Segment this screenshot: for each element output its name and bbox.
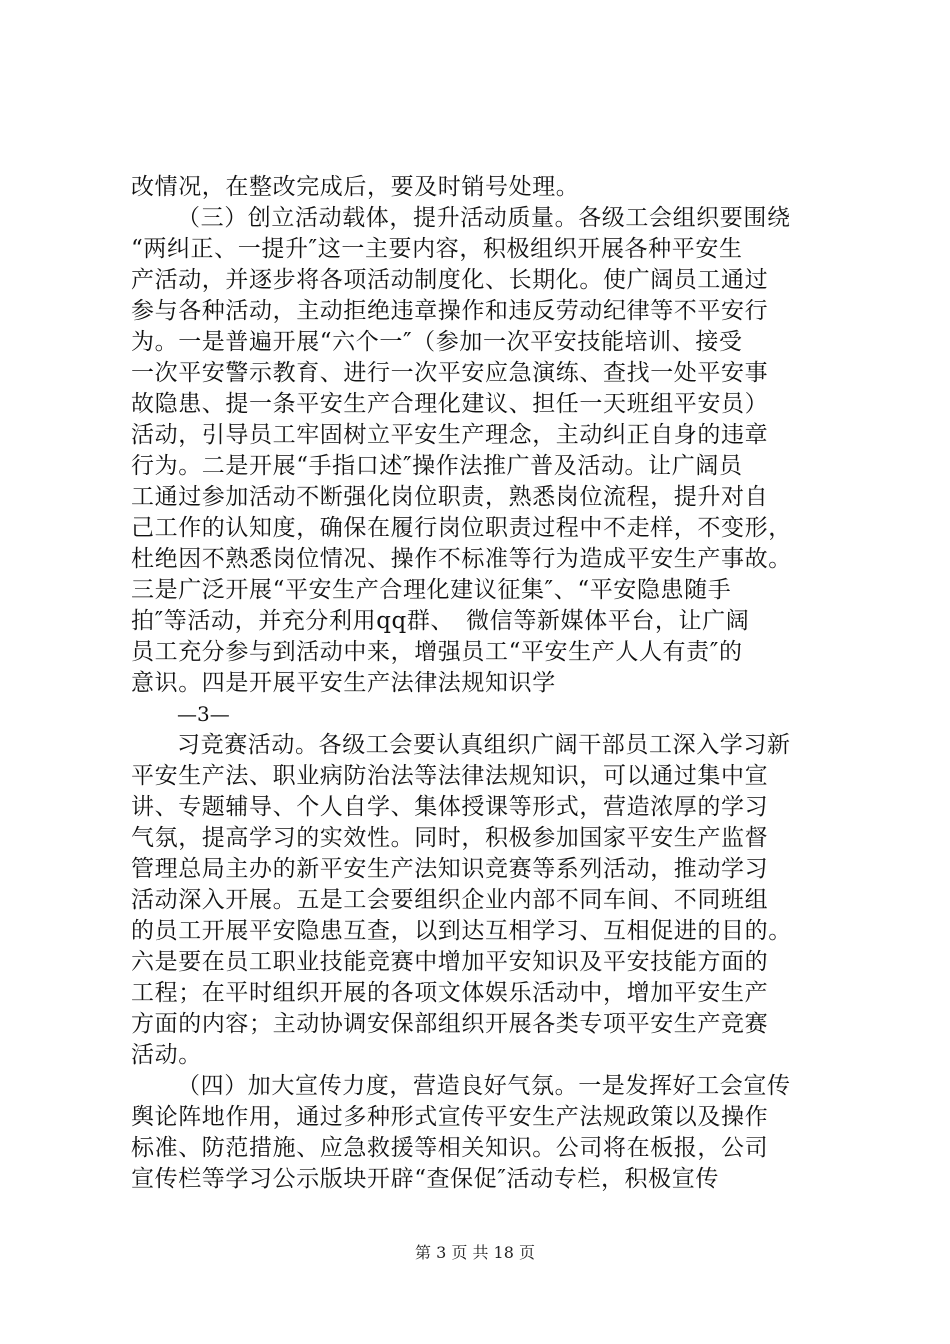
text-line: 产活动，并逐步将各项活动制度化、长期化。使广阔员工通过 [131,267,769,293]
text-line: （四）加大宣传力度，营造良好气氛。一是发挥好工会宣传 [177,1073,791,1099]
text-line: 六是要在员工职业技能竞赛中增加平安知识及平安技能方面的 [131,949,769,975]
text-line: 故隐患、提一条平安生产合理化建议、担任一天班组平安员） [131,391,769,417]
text-line: 活动，引导员工牢固树立平安生产理念，主动纠正自身的违章 [131,422,769,448]
text-line: 参与各种活动，主动拒绝违章操作和违反劳动纪律等不平安行 [131,298,769,324]
text-line: （三）创立活动载体，提升活动质量。各级工会组织要围绕 [177,205,791,231]
text-line: 管理总局主办的新平安生产法知识竞赛等系列活动，推动学习 [131,856,769,882]
text-line: 工通过参加活动不断强化岗位职责，熟悉岗位流程，提升对自 [131,484,769,510]
text-line: 一次平安警示教育、进行一次平安应急演练、查找一处平安事 [131,360,769,386]
text-line: 意识。四是开展平安生产法律法规知识学 [131,670,556,696]
text-line: 改情况，在整改完成后，要及时销号处理。 [131,174,580,200]
text-line: 的员工开展平安隐患互查，以到达互相学习、互相促进的目的。 [131,918,792,944]
page-footer: 第 3 页 共 18 页 [415,1243,535,1262]
body-text [131,172,831,1195]
text-line: 标准、防范措施、应急救援等相关知识。公司将在板报，公司 [131,1135,769,1161]
text-line: 习竞赛活动。各级工会要认真组织广阔干部员工深入学习新 [177,732,791,758]
text-line: “两纠正、一提升″这一主要内容，积极组织开展各种平安生 [131,236,743,262]
text-line: 活动。 [131,1042,202,1068]
text-line: 行为。二是开展“手指口述″操作法推广普及活动。让广阔员 [131,453,743,479]
text-line: 舆论阵地作用，通过多种形式宣传平安生产法规政策以及操作 [131,1104,769,1130]
text-line: 方面的内容；主动协调安保部组织开展各类专项平安生产竞赛 [131,1011,769,1037]
text-line: 宣传栏等学习公示版块开辟“查保促″活动专栏，积极宣传 [131,1166,719,1192]
text-line: 员工充分参与到活动中来，增强员工“平安生产人人有责″的 [131,639,743,665]
text-line: 己工作的认知度，确保在履行岗位职责过程中不走样，不变形， [131,515,792,541]
text-line: 拍″等活动，并充分利用qq群、 微信等新媒体平台，让广阔 [131,608,750,634]
page-number-mark: —3— [177,702,230,726]
text-line: 气氛，提高学习的实效性。同时，积极参加国家平安生产监督 [131,825,769,851]
text-line: 活动深入开展。五是工会要组织企业内部不同车间、不同班组 [131,887,769,913]
text-line: 杜绝因不熟悉岗位情况、操作不标准等行为造成平安生产事故。 [131,546,792,572]
text-line: 为。一是普遍开展“六个一″（参加一次平安技能培训、接受 [131,329,743,355]
text-line: 三是广泛开展“平安生产合理化建议征集″、“平安隐患随手 [131,577,732,603]
text-line: 讲、专题辅导、个人自学、集体授课等形式，营造浓厚的学习 [131,794,769,820]
text-line: 平安生产法、职业病防治法等法律法规知识，可以通过集中宣 [131,763,769,789]
text-line: 工程；在平时组织开展的各项文体娱乐活动中，增加平安生产 [131,980,769,1006]
